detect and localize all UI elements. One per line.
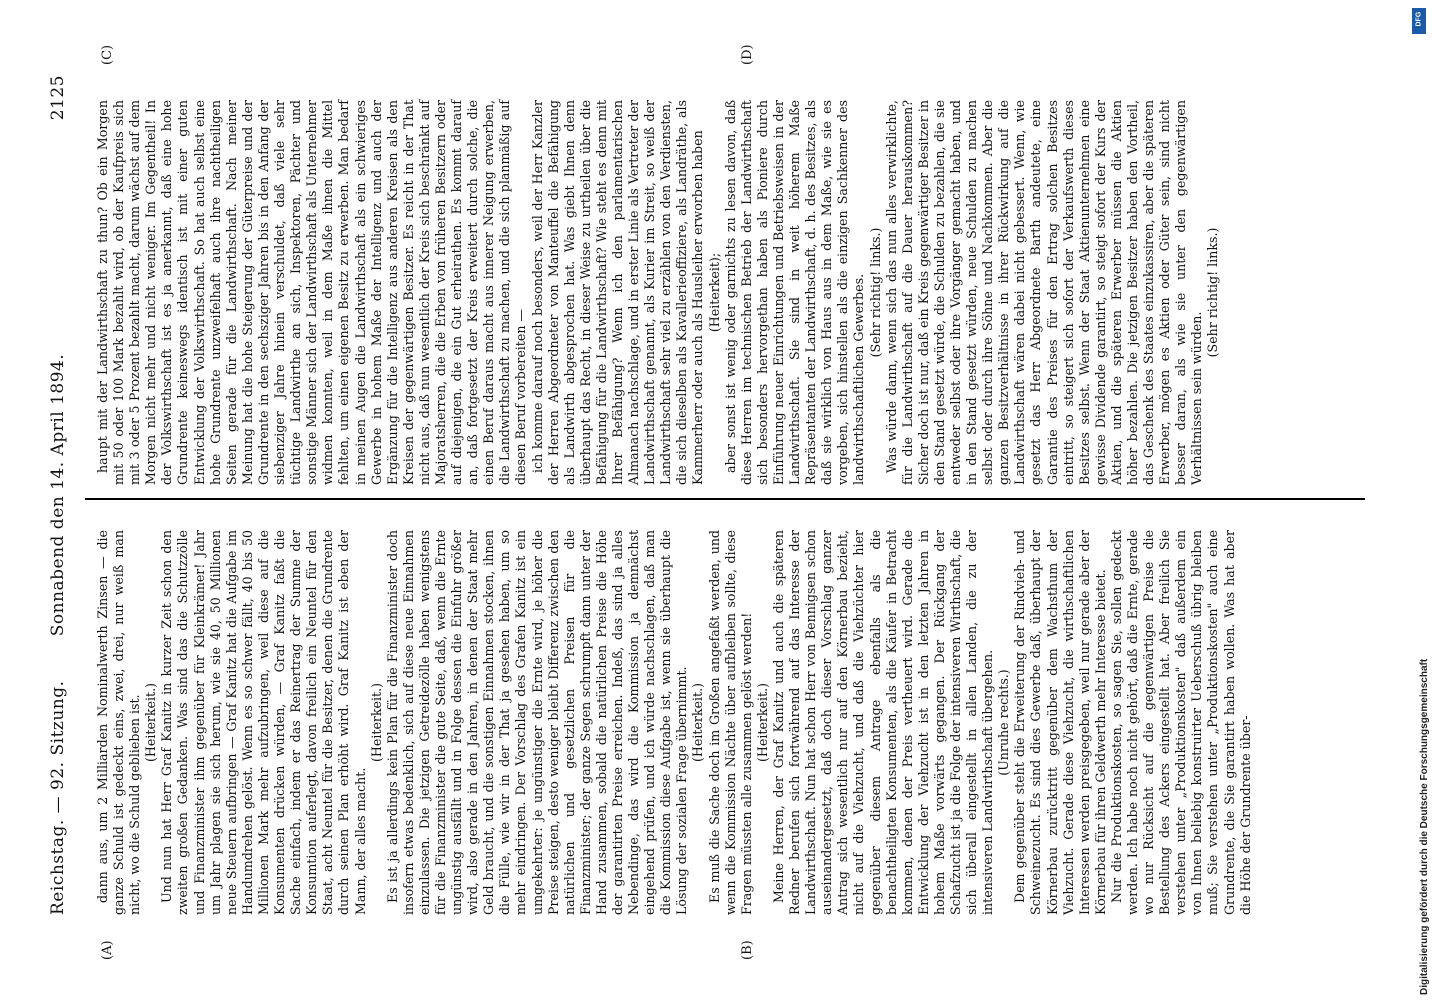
paragraph: Nur die Produktionskosten, so sagen Sie, sollen gedeckt werden. Ich habe noch nicht gehört, daß die Ernte, gerade wo nur Rücksicht auf die gegenwärtigen Preise die Bestellung des Ackers eingestellt hat. Aber freilich Sie verstehen unter „Produktionskosten" daß außerdem ein von Ihnen beliebig konstruirter Ueberschuß übrig bleiben muß; Sie verstehen unter „Produktionskosten" auch eine Grundrente, die Sie garantirt haben wollen. Was hat aber die Höhe der Grundrente über- (1108, 530, 1253, 915)
right-text-column (95, 100, 1222, 485)
digitization-note-text: Digitalisierung gefördert durch die Deutsche Forschungsgemeinschaft (1419, 658, 1430, 995)
header-session: Reichstag. — 92. Sitzung. (48, 680, 68, 915)
paragraph: Dem gegenüber steht die Erweiterung der Rindvieh- und Schweinezucht. Es sind dies Gewerbe daß, überhaupt der Körnerbau zurücktritt gegenüber dem Wachsthum der Viehzucht. Gerade diese Viehzucht, die wirthschaftlichen Interessen werden preisgegeben, weil nur gerade aber der Körnerbau für ihren Geldwerth mehr Interesse bietet. (1012, 530, 1108, 915)
paragraph: Meine Herren, der Graf Kanitz und auch die späteren Redner berufen sich fortwährend auf das Interesse der Landwirthschaft. Nun hat schon Herr von Bennigsen schon auseinandergesetzt, daß doch dieser Vorschlag ganzer Antrag sich wesentlich nur auf den Körnerbau bezieht, nicht auf die Viehzucht, und daß die Viehzüchter hier gegenüber diesem Antrage ebenfalls als die benachtheiligten Konsumenten, als die Käufer in Betracht kommen, denen der Preis vertheuert wird. Gerade die Entwicklung der Viehzucht ist in den letzten Jahren in hohem Maße vorwärts gegangen. Der Rückgang der Schafzucht ist ja die Folge der intensiveren Wirthschaft, die sich überall eingestellt in allen Landen, die zu der intensiveren Landwirthschaft übergehen. (770, 530, 996, 915)
left-text-column (95, 530, 1254, 915)
margin-marker-a: (A) (100, 940, 115, 960)
paragraph: Es muß die Sache doch im Großen angefaßt werden, und wenn die Kommission Nächte über aufbleiben sollte, diese Fragen müssten alle zusammen gelöst werden! (706, 530, 754, 915)
paragraph: haupt mit der Landwirthschaft zu thun? Ob ein Morgen mit 50 oder 100 Mark bezahlt wird, ob der Kaufpreis sich mit 3 oder 5 Prozent bezahlt macht, darum wächst auf dem Morgen nicht mehr und nicht weniger. Im Gegentheil! In der Volkswirthschaft ist es ja anerkannt, daß eine hohe Grundrente keineswegs identisch ist mit einer guten Entwicklung der Volkswirthschaft. So hat auch selbst eine hohe Grundrente unzweifelhaft auch ihre nachtheiligen Seiten gerade für die Landwirthschaft. Nach meiner Meinung hat die hohe Steigerung der Güterpreise und der Grundrente in den sechsziger Jahren bis in den Anfang der siebenziger Jahre hinein verschuldet, daß viele sehr tüchtige Landwirthe an sich, Inspektoren, Pächter und sonstige Männer sich der Landwirthschaft als Unternehmer widmen konnten, weil in dem Maße ihnen die Mittel fehlten, um einen eigenen Besitz zu erwerben. Man bedarf in meinen Augen die Landwirthschaft als ein schwieriges Gewerbe in hohem Maße der Intelligenz und auch der Ergänzung für die Intelligenz aus anderen Kreisen als den Kreisen der gegenwärtigen Besitzer. Es reicht in der That nicht aus, daß nun wesentlich der Kreis sich beschränkt auf Majoratsherren, die die Erben von früheren Besitzern oder auf diejenigen, die ein Gut erheirathen. Es kommt darauf an, daß fortgesetzt der Kreis erweitert durch solche, die einen Beruf daraus macht aus innerer Neigung erwerben, die Landwirthschaft zu machen, und die sich planmäßig auf diesen Beruf vorbereiten — (95, 100, 529, 485)
header-date: Sonnabend den 14. April 1894. (48, 353, 68, 637)
margin-marker-d: (D) (740, 44, 755, 65)
interjection: (Unruhe rechts.) (996, 669, 1012, 776)
column-divider (85, 498, 1365, 500)
dfg-logo-text: DFG (1415, 11, 1423, 27)
interjection: (Heiterkeit.) (754, 683, 770, 762)
paragraph: Es ist ja allerdings kein Plan für die Finanzminister doch insofern etwas bedenklich, sich auf diese neue Einnahmen einzulassen. Die jetzigen Getreidezölle haben wenigstens für die Finanzminister die gute Seite, daß, wenn die Ernte ungünstig ausfällt und in Folge dessen die Einfuhr größer wird, also gerade in den Jahren, in denen der Staat mehr Geld braucht, und die sonstigen Einnahmen stocken, ihnen die Fülle, wie wir in der That ja gesehen haben, um so mehr eindringen. Der Vorschlag des Grafen Kanitz ist ein umgekehrter: je ungünstiger die Ernte wird, je höher die Preise steigen, desto weniger bleibt Differenz zwischen den natürlichen und gesetzlichen Preisen für die Finanzminister; der ganze Segen schrumpft dann unter der Hand zusammen, sobald die natürlichen Preise die Höhe der garantirten Preise erreichen. Indeß, das sind ja alles Nebendinge, das wird die Kommission ja demnächst eingehend prüfen, und ich würde nachschlagen, daß man die Kommission diese Aufgabe ist, wenn sie überhaupt die Lösung der sozialen Frage übernimmt. (384, 530, 690, 915)
paragraph: aber sonst ist wenig oder garnichts zu lesen davon, daß diese Herren im technischen Betrieb der Landwirthschaft sich besonders hervorgethan haben als Pioniere durch Einführung neuer Einrichtungen und Betriebsweisen in der Landwirthschaft. Sie sind in weit höherem Maße Repräsentanten der Landwirthschaft, d. h. des Besitzes, als daß sie wirklich von Haus aus in dem Maße, wie sie es vorgeben, sich hinstellen als die einzigen Sachkenner des landwirthschaftlichen Gewerbes. (722, 100, 867, 485)
dfg-logo (1412, 8, 1426, 34)
paragraph: Was würde dann, wenn sich das nun alles verwirklichte, für die Landwirthschaft auf die Dauer herauskommen? Sicher doch ist nur, daß ein Kreis gegenwärtiger Besitzer in den Stand gesetzt würde, die Schulden zu bezahlen, die sie entweder selbst oder ihre Vorgänger gemacht haben, und in den Stand gesetzt würden, neue Schulden zu machen selbst oder durch ihre Söhne und Nachkommen. Aber die ganzen Besitzverhältnisse in ihrer Rückwirkung auf die Landwirthschaft wären dabei nicht gebessert. Wenn, wie gesetzt das Herr Abgeordnete Barth andeutete, eine Garantie des Preises für den Ertrag solchen Besitzes eintritt, so steigert sich sofort der Verkaufswerth dieses Besitzes selbst. Wenn der Staat Aktienunternehmen eine gewisse Dividende garantirt, so steigt sofort der Kurs der Aktien, und die späteren Erwerber müssen die Aktien höher bezahlen. Die jetzigen Besitzer haben den Vortheil, das Geschenk des Staates einzukassiren, aber die späteren Erwerber, mögen es Aktien oder Güter sein, sind nicht besser daran, als wie sie unter den gegenwärtigen Verhältnissen sein würden. (883, 100, 1205, 485)
paragraph: dann aus, um 2 Milliarden Nominalwerth Zinsen — die ganze Schuld ist gedeckt eins, zwei, drei, nur weiß man nicht, wo die Schuld geblieben ist. (95, 530, 143, 915)
paragraph: ich komme darauf noch besonders, weil der Herr Kanzler der Herren Abgeordneter von Manteuffel die Befähigung als Landwirth abgesprochen hat. Was giebt Ihnen denn überhaupt das Recht, in dieser Weise zu urtheilen über die Befähigung für die Landwirthschaft? Wie steht es denn mit Ihrer Befähigung? Wenn ich den parlamentarischen Almanach nachschlage, und in erster Linie als Vertreter der Landwirthschaft genannt, als Kurier im Streit, so weiß der Landwirthschaft sehr viel zu erzählen von den Verdiensten, die sich dieselben als Kavallerieoffiziere, als Landräthe, als Kammerherr oder auch als Hausleiher erworben haben (529, 100, 706, 485)
margin-marker-b: (B) (740, 940, 755, 960)
interjection: (Heiterkeit.) (143, 683, 159, 762)
page-header (42, 75, 72, 915)
header-page-number: 2125 (48, 75, 68, 121)
interjection: (Heiterkeit.) (368, 683, 384, 762)
interjection: (Sehr richtig! links.) (867, 227, 883, 358)
interjection: (Heiterkeit.) (690, 683, 706, 762)
margin-marker-c: (C) (100, 44, 115, 65)
digitization-note (1405, 10, 1430, 1000)
paragraph: Und nun hat Herr Graf Kanitz in kurzer Zeit schon den zweiten großen Gedanken. Was sind das die Schutzzölle und Finanzminister ihm gegenüber für Kleinkrämer! Jahr um Jahr plagen sie sich herum, wie sie 40, 50 Millionen neue Steuern aufbringen — Graf Kanitz hat die Aufgabe im Handumdrehen gelöst. Wenn es so schwer fällt, 40 bis 50 Millionen Mark mehr aufzubringen, weil diese auf die Konsumenten drücken würden, — Graf Kanitz faßt die Sache einfach, indem er das Reinertrag der Summe der Konsumtion auferlegt, davon freilich ein Neuntel für den Staat, acht Neuntel für die Besitzer, denen die Grundrente durch seinen Plan erhöht wird. Graf Kanitz ist eben der Mann, der alles macht. (159, 530, 368, 915)
interjection: (Sehr richtig! links.) (1205, 227, 1221, 358)
interjection: (Heiterkeit); (706, 252, 722, 333)
